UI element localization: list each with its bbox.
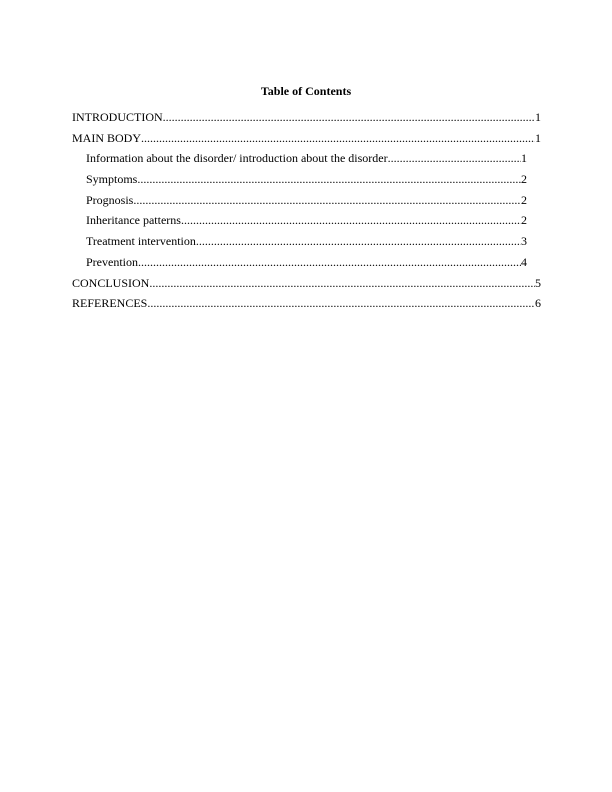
toc-entry-label: Prevention bbox=[86, 254, 138, 269]
toc-entry-page: 2 bbox=[521, 192, 527, 207]
toc-entry-information-about-disorder[interactable] bbox=[72, 150, 527, 171]
toc-leader-dots bbox=[137, 171, 521, 187]
toc-entry-introduction[interactable] bbox=[72, 109, 541, 130]
toc-entry-page: 6 bbox=[535, 296, 541, 311]
toc-entry-inheritance-patterns[interactable] bbox=[72, 212, 527, 233]
toc-entry-page: 2 bbox=[521, 213, 527, 228]
toc-entry-page: 1 bbox=[535, 110, 541, 124]
toc-entry-label: Treatment intervention bbox=[86, 234, 196, 249]
toc-entry-treatment-intervention[interactable] bbox=[72, 233, 527, 254]
toc-entry-page: 3 bbox=[521, 234, 527, 249]
toc-leader-dots bbox=[196, 233, 521, 249]
toc-entry-page: 1 bbox=[521, 151, 527, 166]
toc-entry-page: 5 bbox=[535, 275, 541, 290]
toc-leader-dots bbox=[181, 212, 521, 228]
toc-leader-dots bbox=[149, 275, 535, 291]
toc-leader-dots bbox=[141, 130, 535, 146]
toc-leader-dots bbox=[388, 150, 521, 166]
toc-entry-label: INTRODUCTION bbox=[72, 110, 163, 124]
toc-entry-conclusion[interactable] bbox=[72, 275, 541, 296]
toc-entry-prevention[interactable] bbox=[72, 254, 527, 275]
toc-leader-dots bbox=[133, 192, 521, 208]
toc-entry-page: 4 bbox=[521, 254, 527, 269]
toc-entry-prognosis[interactable] bbox=[72, 192, 527, 213]
toc-leader-dots bbox=[147, 295, 535, 311]
toc-entry-main-body[interactable] bbox=[72, 130, 541, 151]
toc-entry-label: Prognosis bbox=[86, 192, 134, 207]
toc-entry-label: MAIN BODY bbox=[72, 130, 141, 145]
toc-leader-dots bbox=[163, 109, 535, 125]
toc-entry-label: Information about the disorder/ introduction about the disorder bbox=[86, 151, 388, 166]
table-of-contents bbox=[72, 109, 541, 316]
toc-title: Table of Contents bbox=[260, 84, 352, 98]
toc-entry-symptoms[interactable] bbox=[72, 171, 527, 192]
toc-entry-label: Inheritance patterns bbox=[86, 213, 181, 228]
toc-entry-references[interactable] bbox=[72, 295, 541, 316]
toc-entry-page: 2 bbox=[521, 172, 527, 187]
toc-entry-label: REFERENCES bbox=[72, 296, 148, 311]
toc-entry-label: Symptoms bbox=[86, 172, 138, 187]
toc-entry-page: 1 bbox=[535, 130, 541, 145]
toc-entry-label: CONCLUSION bbox=[72, 275, 150, 290]
toc-leader-dots bbox=[138, 254, 521, 270]
